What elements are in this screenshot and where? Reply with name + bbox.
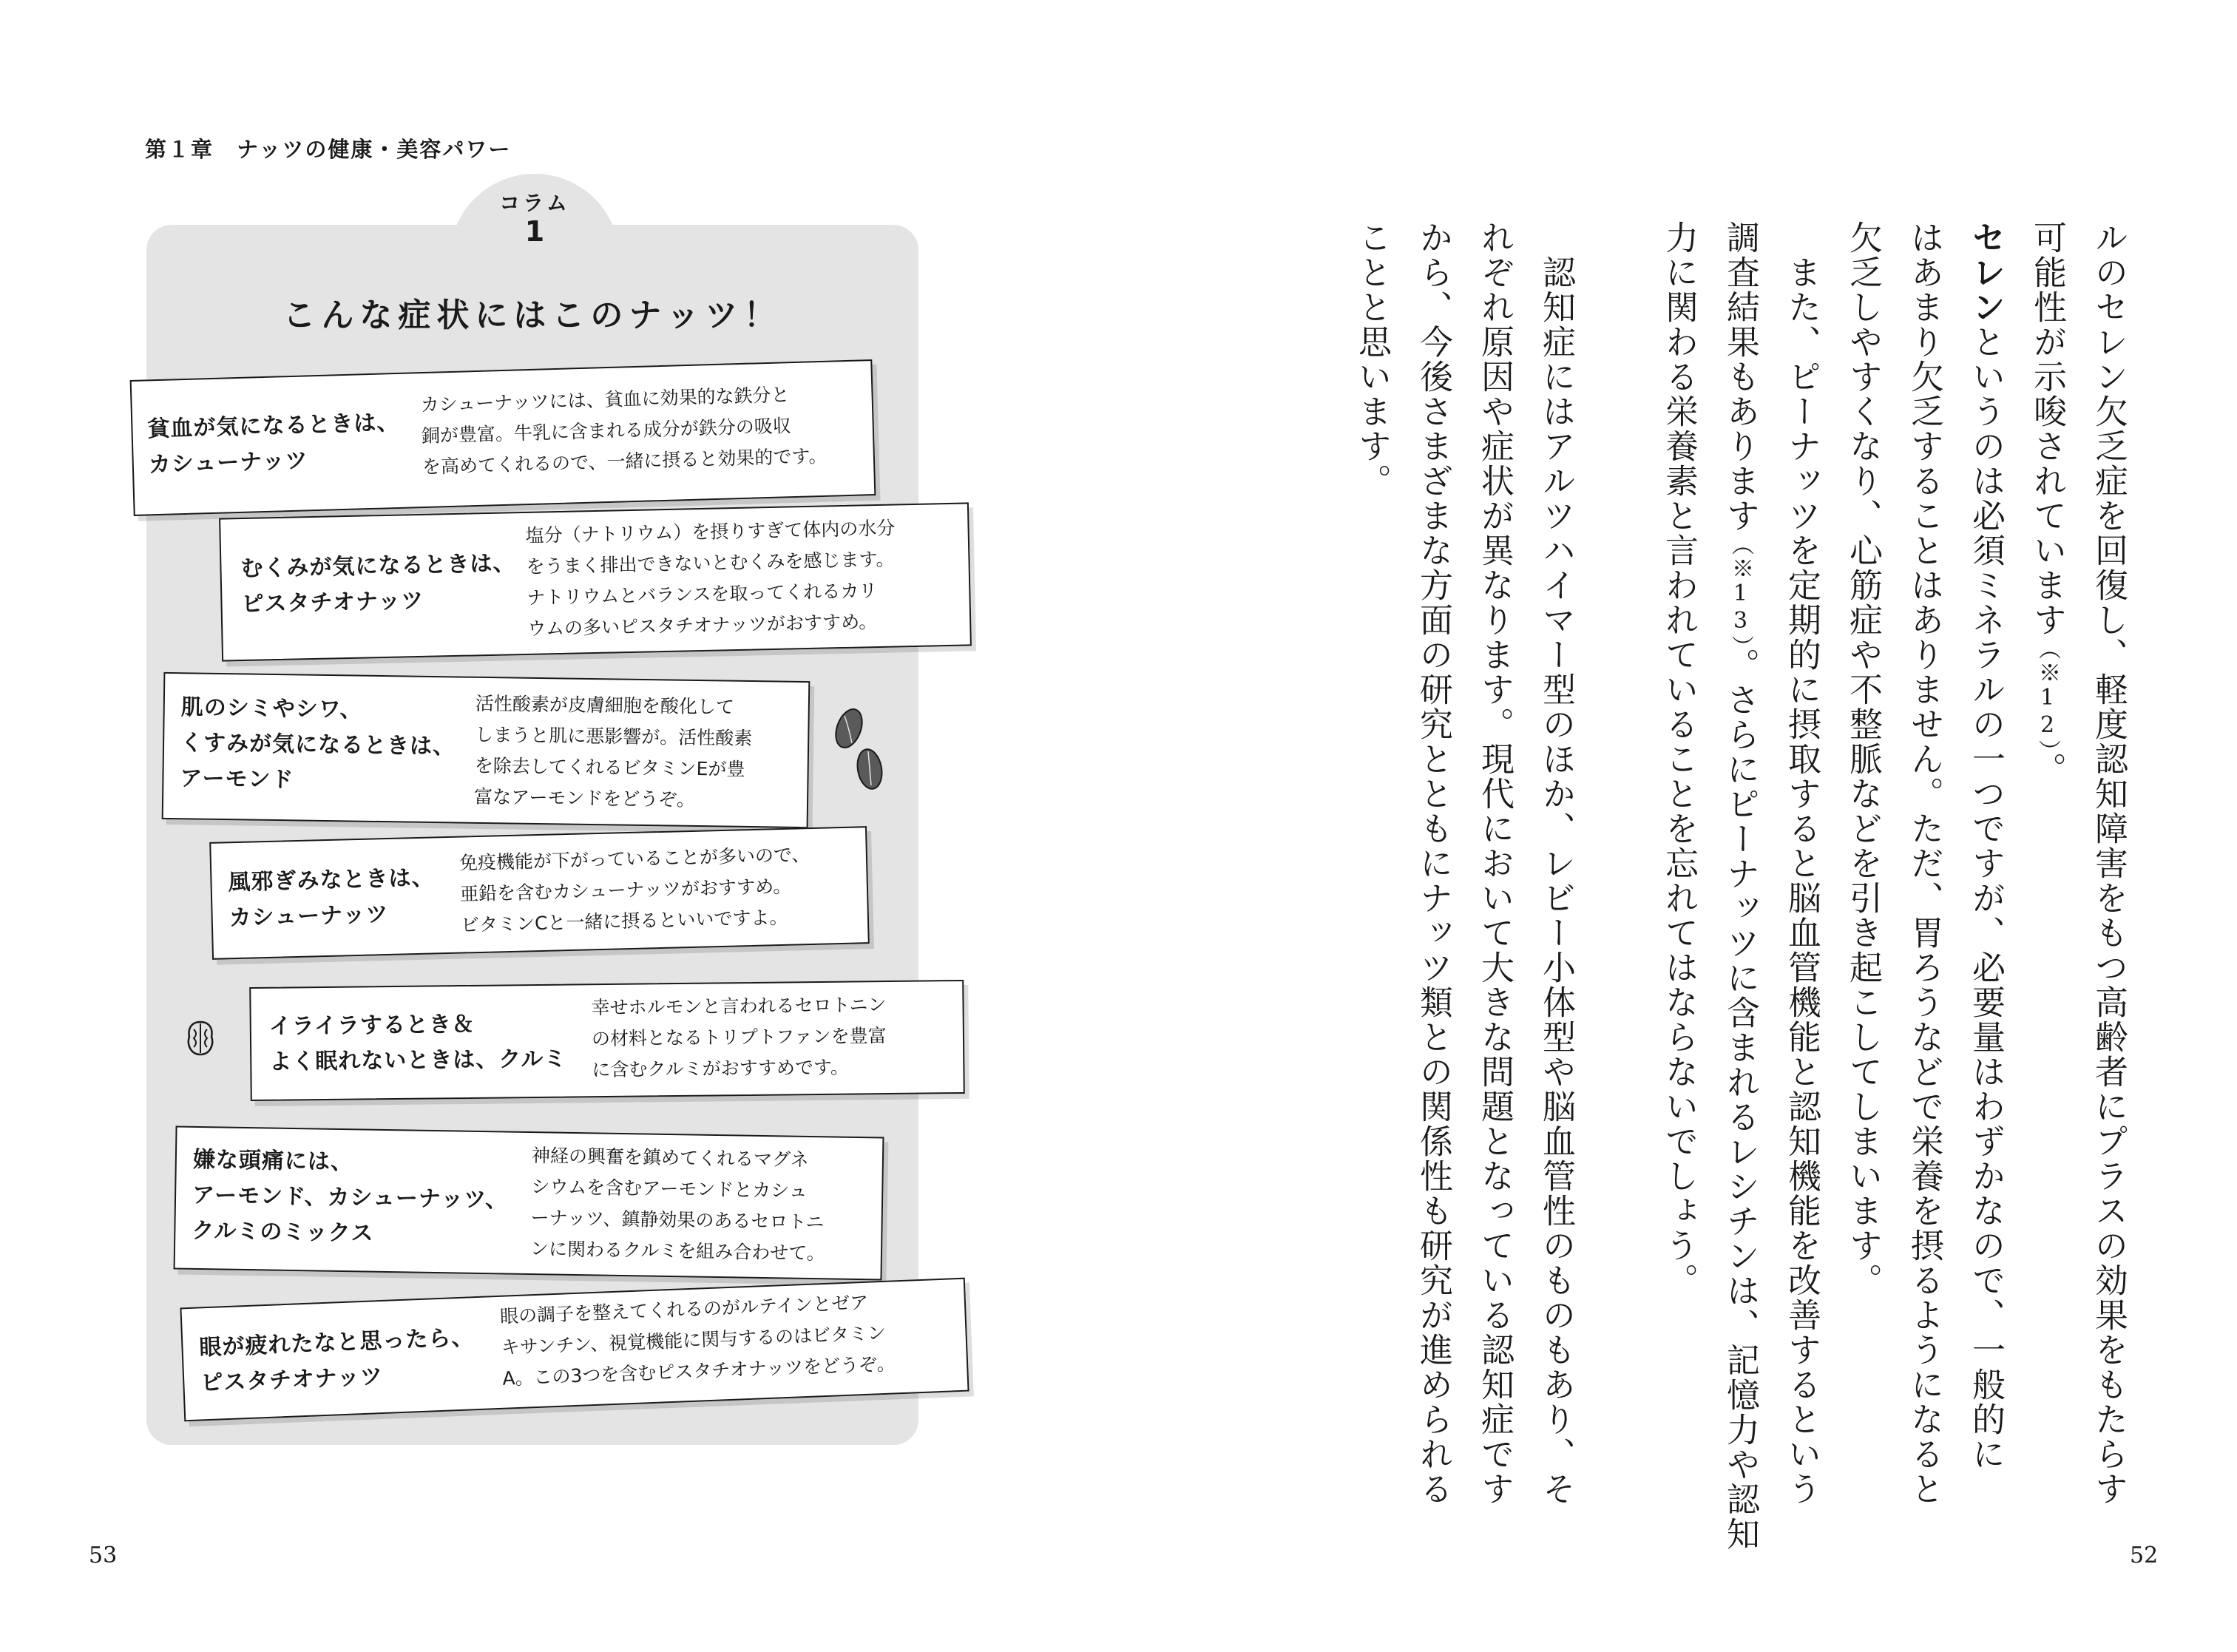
- body-column: 認知症にはアルツハイマー型のほか、レビー小体型や脳血管性のものもあり、そ: [1537, 220, 1576, 1506]
- column-number: 1: [524, 215, 545, 248]
- card-heading: 貧血が気になるときは、 カシューナッツ: [147, 409, 400, 478]
- walnut-icon: [183, 1019, 217, 1057]
- body-column: また、ピーナッツを定期的に摂取すると脳血管機能と認知機能を改善するという: [1782, 220, 1821, 1506]
- reference-mark: （※12）: [2034, 637, 2060, 752]
- card-body: 塩分（ナトリウム）を摂りすぎて体内の水分 をうまく排出できないとむくみを感じます。 ナトリウムとバランスを取ってくれるカリ ウムの多いピスタチオナッツがおすすめ。: [525, 517, 896, 640]
- body-column: ことと思います。: [1353, 220, 1392, 498]
- card-body: カシューナッツには、貧血に効果的な鉄分と 銅が豊富。牛乳に含まれる成分が鉄分の吸収 を高めてくれるので、一緒に摂ると効果的です。: [420, 384, 828, 478]
- chapter-header: 第１章 ナッツの健康・美容パワー: [145, 137, 512, 162]
- body-column: から、今後さまざまな方面の研究とともにナッツ類との関係性も研究が進められる: [1414, 220, 1453, 1506]
- column-tab: [450, 174, 620, 285]
- body-column: ルのセレン欠乏症を回復し、軽度認知障害をもつ高齢者にプラスの効果をもたらす: [2089, 220, 2128, 1506]
- body-column: 欠乏しやすくなり、心筋症や不整脈などを引き起こしてしまいます。: [1844, 220, 1883, 1298]
- body-column: 調査結果もあります（※13）。さらにピーナッツに含まれるレシチンは、記憶力や認知: [1721, 220, 1760, 1551]
- card-heading: 風邪ぎみなときは、 カシューナッツ: [228, 864, 435, 932]
- card-heading: 眼が疲れたなと思ったら、 ピスタチオナッツ: [198, 1324, 475, 1397]
- page-number-left: 53: [89, 1543, 118, 1568]
- card-heading: 嫌な頭痛には、 アーモンド、カシューナッツ、 クルミのミックス: [192, 1146, 509, 1247]
- highlight-term: セレン: [1966, 220, 2006, 325]
- card-swelling: [219, 502, 972, 661]
- body-column: セレンというのは必須ミネラルの一つですが、必要量はわずかなので、一般的に: [1966, 220, 2006, 1472]
- card-anemia: [130, 359, 876, 516]
- body-column: れぞれ原因や症状が異なります。現代において大きな問題となっている認知症です: [1475, 220, 1515, 1506]
- almond-icon: [827, 703, 893, 799]
- card-skin: [162, 672, 810, 828]
- body-column: はあまり欠乏することはありません。ただ、胃ろうなどで栄養を摂るようになると: [1905, 220, 1944, 1506]
- card-heading: 肌のシミやシワ、 くすみが気になるときは、 アーモンド: [180, 694, 456, 793]
- card-body: 幸せホルモンと言われるセロトニン の材料となるトリプトファンを豊富 に含むクルミがおすすめです。: [591, 994, 887, 1081]
- body-column: 可能性が示唆されています（※12）。: [2028, 220, 2067, 787]
- card-body: 活性酸素が皮膚細胞を酸化して しまうと肌に悪影響が。活性酸素 を除去してくれるビタミンEが豊 富なアーモンドをどうぞ。: [473, 692, 753, 810]
- body-column: 力に関わる栄養素と言われていることを忘れてはならないでしょう。: [1659, 220, 1699, 1298]
- card-headache: [174, 1125, 884, 1280]
- column-label: コラム: [499, 191, 570, 215]
- card-heading: イライラするとき＆ よく眠れないときは、クルミ: [268, 1011, 567, 1075]
- column-title: こんな症状にはこのナッツ！: [282, 297, 782, 334]
- card-body: 免疫機能が下がっていることが多いので、 亜鉛を含むカシューナッツがおすすめ。 ビタミンCと一緒に摂るといいですよ。: [458, 844, 810, 936]
- card-cold: [209, 826, 870, 960]
- card-body: 眼の調子を整えてくれるのがルテインとゼア キサンチン、視覚機能に関与するのはビタミン A。この3つを含むピスタチオナッツをどうぞ。: [499, 1291, 896, 1389]
- reference-mark: （※13）: [1727, 533, 1753, 648]
- card-heading: むくみが気になるときは、 ピスタチオナッツ: [240, 550, 516, 618]
- page-number-right: 52: [2130, 1543, 2159, 1568]
- card-irritation: [249, 980, 965, 1101]
- card-body: 神経の興奮を鎮めてくれるマグネ シウムを含むアーモンドとカシュ ーナッツ、鎮静効果のあるセロトニ ンに関わるクルミを組み合わせて。: [529, 1145, 825, 1265]
